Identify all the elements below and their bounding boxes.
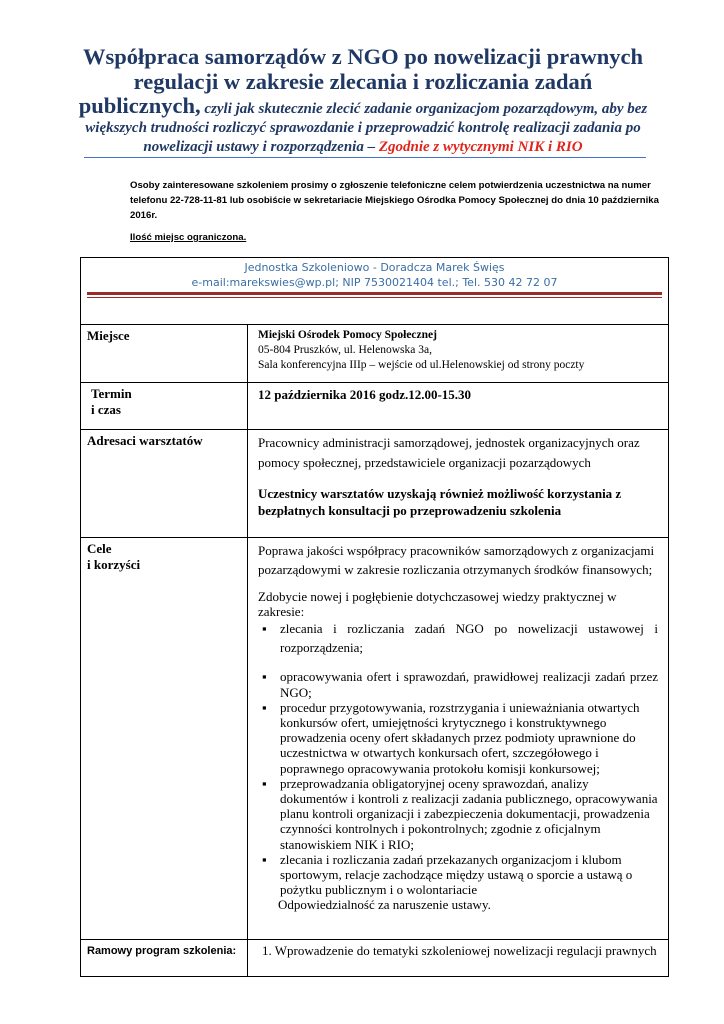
- document-title: [78, 44, 648, 157]
- banner-thin-rule: [87, 297, 662, 298]
- addressees-consultations: Uczestnicy warsztatów uzyskają również możliwość korzystania z bezpłatnych konsultacji po przeprowadzeniu szkolenia: [258, 486, 622, 518]
- title-line-1: Współpraca samorządów z NGO po nowelizacji prawnych: [83, 44, 643, 69]
- goals-item-1: ▪ zlecania i rozliczania zadań NGO po nowelizacji ustawowej i rozporządzenia;: [258, 619, 658, 657]
- organizer-name: Jednostka Szkoleniowo - Doradcza Marek Święs: [244, 261, 505, 274]
- organizer-banner: [81, 258, 668, 325]
- addressees-label: Adresaci warsztatów: [81, 430, 248, 537]
- registration-notice: Osoby zainteresowane szkoleniem prosimy o zgłoszenie telefoniczne celem potwierdzenia uczestnictwa na numer telefonu 22-728-11-81 lub osobiście w sekretariacie Miejskiego Ośrodka Pomocy Społecznej do dnia 10 października 2016r.: [130, 180, 659, 221]
- place-name: Miejski Ośrodek Pomocy Społecznej: [258, 329, 437, 341]
- date-label: [81, 383, 248, 429]
- title-line-3: publicznych,: [78, 93, 201, 118]
- place-value: [248, 325, 668, 382]
- goals-label-1: Cele: [87, 541, 112, 556]
- date-label-1: Termin: [91, 386, 132, 401]
- goals-item-4: ▪ przeprowadzania obligatoryjnej oceny sprawozdań, analizy dokumentów i kontroli z realizacji zadania publicznego, opracowywania planu kontroli organizacji i zabezpieczenia dokumentacji, prowadzenia czynności kontrolnych i pokontrolnych; zgodnie z oficjalnym stanowiskiem NIK i RIO;: [258, 776, 658, 852]
- title-line-2: regulacji w zakresie zlecania i rozliczania zadań: [133, 69, 593, 94]
- goals-item-2: ▪ opracowywania ofert i sprawozdań, prawidłowej realizacji zadań przez NGO;: [258, 669, 658, 699]
- seats-limited-note: Ilość miejsc ograniczona.: [130, 232, 247, 243]
- date-label-2: i czas: [91, 402, 121, 417]
- goals-paragraph-1: Poprawa jakości współpracy pracowników samorządowych z organizacjami pozarządowymi w zakresie rozliczania otrzymanych środków finansowych;: [258, 543, 655, 577]
- row-addressees: [81, 430, 668, 538]
- place-label: Miejsce: [81, 325, 248, 382]
- row-place: [81, 325, 668, 383]
- organizer-contact: e-mail:marekswies@wp.pl; NIP 7530021404 tel.; Tel. 530 42 72 07: [191, 276, 558, 289]
- training-info-table: [80, 257, 669, 977]
- program-item-1: 1. Wprowadzenie do tematyki szkoleniowej nowelizacji regulacji prawnych: [262, 943, 657, 958]
- row-goals: [81, 538, 668, 940]
- program-label: Ramowy program szkolenia:: [81, 940, 248, 976]
- place-address: 05-804 Pruszków, ul. Helenowska 3a,: [258, 344, 432, 356]
- goals-value: [248, 538, 668, 939]
- goals-paragraph-2: Zdobycie nowej i pogłębienie dotychczasowej wiedzy praktycznej w zakresie:: [258, 589, 617, 620]
- subtitle-text: czyli jak skutecznie zlecić zadanie organizacjom pozarządowym, aby bez większych trudności rozliczyć sprawozdanie i przeprowadzić kontrolę realizacji zadania po nowelizacji ustawy i rozporządzenia –: [85, 101, 648, 155]
- goals-item-5: ▪ zlecania i rozliczania zadań przekazanych organizacjom i klubom sportowym, relacje zachodzące między ustawą o sporcie a ustawą o pożytku publicznym i o wolontariacie: [258, 852, 658, 898]
- goals-item-3: ▪ procedur przygotowywania, rozstrzygania i unieważniania otwartych konkursów ofert, umiejętności krytycznego i konstruktywnego prowadzenia oceny ofert składanych przez podmioty uprawnione do uczestnictwa w otwartych konkursach ofert, szczegółowego i poprawnego opracowywania protokołu komisji konkursowej;: [258, 700, 658, 776]
- subtitle: [78, 93, 648, 157]
- addressees-text: Pracownicy administracji samorządowej, jednostek organizacyjnych oraz pomocy społecznej, przedstawiciele organizacji pozarządowych: [258, 435, 640, 470]
- title-divider: [84, 157, 646, 158]
- goals-list: [258, 619, 658, 897]
- banner-thick-rule: [87, 292, 662, 295]
- addressees-value: [248, 430, 668, 537]
- date-value: 12 października 2016 godz.12.00-15.30: [258, 387, 472, 402]
- goals-label: [81, 538, 248, 939]
- row-program: [81, 940, 668, 976]
- goals-label-2: i korzyści: [87, 557, 141, 572]
- goals-tail: Odpowiedzialność za naruszenie ustawy.: [278, 897, 491, 913]
- subtitle-highlight: Zgodnie z wytycznymi NIK i RIO: [375, 139, 583, 155]
- place-room: Sala konferencyjna IIIp – wejście od ul.Helenowskiej od strony poczty: [258, 359, 585, 371]
- row-date: [81, 383, 668, 430]
